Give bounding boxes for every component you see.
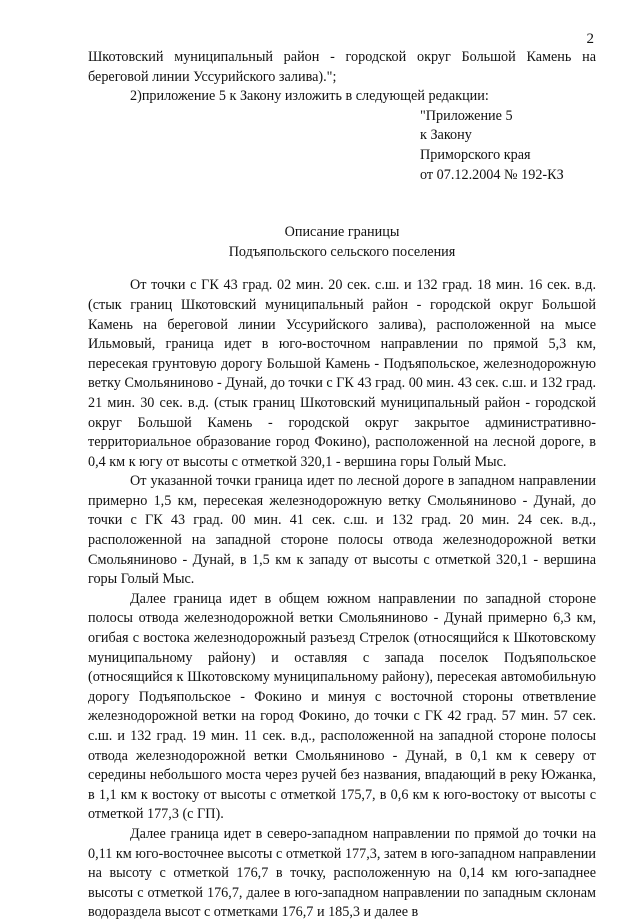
appendix-line-2: к Закону	[420, 127, 472, 144]
section-title-line-1: Описание границы	[284, 224, 400, 241]
section-title	[88, 223, 596, 262]
intro-item-2: 2)приложение 5 к Закону изложить в следующей редакции:	[130, 88, 489, 105]
paragraph-3: Далее граница идет в общем южном направлении по западной стороне полосы отвода железнодорожной ветки Смольяниново - Дунай примерно 6,3 км, огибая с востока железнодорожный разъезд Стрелок (относящийся к Шкотовскому муниципальному району) и оставляя с запада поселок Подъяпольское (относящийся к Шкотовскому муниципальному району), пересекая автомобильную дорогу Подъяпольское - Фокино и минуя с восточной стороны ответвление железнодорожной ветки на город Фокино, до точки с ГК 42 град. 57 мин. 57 сек. с.ш. и 132 град. 19 мин. 11 сек. в.д., расположенной на западной стороне полосы отвода железнодорожной ветки Смольяниново - Дунай, в 0,1 км к северу от середины небольшого моста через ручей без названия, впадающий в реку Южанка, в 1,1 км к востоку от высоты с отметкой 175,7, в 0,6 км к юго-востоку от высоты с отметкой 177,3 (с ГП).	[88, 590, 596, 823]
paragraph-1: От точки с ГК 43 град. 02 мин. 20 сек. с.ш. и 132 град. 18 мин. 16 сек. в.д. (стык границ Шкотовский муниципальный район - городской округ Большой Камень на береговой линии Уссурийского залива), расположенной на мысе Ильмовый, граница идет в юго-восточном направлении по прямой 5,3 км, пересекая грунтовую дорогу Большой Камень - Подъяпольское, железнодорожную ветку Смольяниново - Дунай, до точки с ГК 43 град. 00 мин. 43 сек. с.ш. и 132 град. 21 мин. 30 сек. в.д. (стык границ Шкотовский муниципальный район - городской округ Большой Камень - городской округ закрытое административно-территориальное образование город Фокино), расположенной на лесной дороге, в 0,4 км к югу от высоты с отметкой 320,1 - вершина горы Голый Мыс.	[88, 277, 596, 470]
intro-continuation: Шкотовский муниципальный район - городской округ Большой Камень на береговой линии Уссурийского залива).";	[88, 49, 596, 85]
appendix-line-4: от 07.12.2004 № 192-КЗ	[420, 166, 564, 183]
section-title-line-2: Подъяпольского сельского поселения	[228, 243, 456, 260]
page-number: 2	[586, 31, 594, 47]
document-body	[88, 48, 596, 923]
paragraph-4: Далее граница идет в северо-западном направлении по прямой до точки на 0,11 км юго-восточнее высоты с отметкой 177,3, затем в юго-западном направлении на высоту с отметкой 176,7 в точку, расположенную на 0,14 км юго-западнее высоты с отметкой 176,7, далее в юго-западном направлении по западным склонам водораздела высот с отметками 176,7 и 185,3 и далее в	[88, 825, 596, 921]
boundary-description	[88, 276, 596, 923]
appendix-line-3: Приморского края	[420, 146, 531, 163]
appendix-header	[420, 107, 596, 185]
paragraph-2: От указанной точки граница идет по лесной дороге в западном направлении примерно 1,5 км, пересекая железнодорожную ветку Смольяниново - Дунай, до точки с ГК 43 град. 00 мин. 41 сек. с.ш. и 132 град. 20 мин. 24 сек. в.д., расположенной на западной стороне полосы отвода железнодорожной ветки Смольяниново - Дунай, в 1,5 км к западу от высоты с отметкой 320,1 - вершина горы Голый Мыс.	[88, 473, 596, 588]
appendix-line-1: "Приложение 5	[420, 107, 513, 124]
